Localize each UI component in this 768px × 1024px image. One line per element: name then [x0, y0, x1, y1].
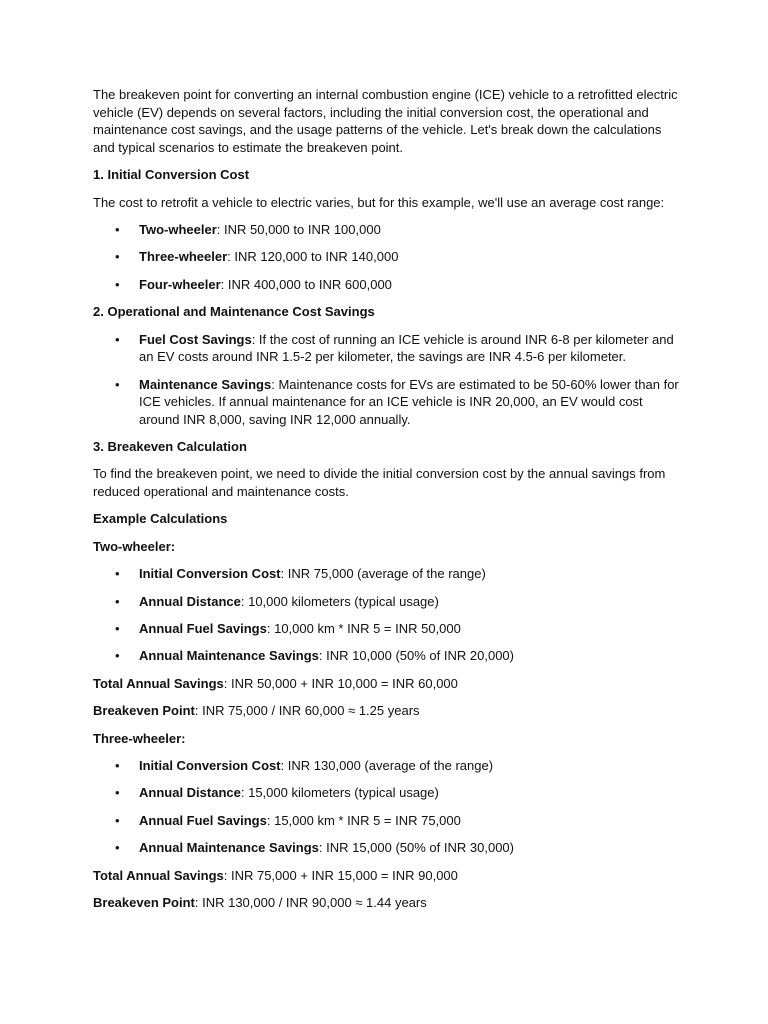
list-item	[139, 221, 680, 239]
list-item-term: Initial Conversion Cost	[139, 566, 281, 582]
list-item	[139, 812, 680, 830]
list-item-term: Annual Distance	[139, 785, 241, 801]
three-wheeler-list	[93, 757, 680, 857]
list-item-term: Annual Fuel Savings	[139, 812, 267, 828]
list-item-desc: : INR 130,000 (average of the range)	[280, 757, 494, 773]
two-wheeler-list	[93, 565, 680, 665]
list-item-term: Annual Distance	[139, 593, 241, 609]
list-item-term: Annual Maintenance Savings	[139, 840, 319, 856]
conversion-cost-list	[93, 221, 680, 293]
list-item	[139, 376, 680, 429]
total-value: : INR 50,000 + INR 10,000 = INR 60,000	[223, 675, 458, 691]
three-wheeler-breakeven	[93, 894, 680, 912]
list-item	[139, 331, 680, 366]
list-item	[139, 593, 680, 611]
list-item-term: Fuel Cost Savings	[139, 331, 252, 347]
list-item	[139, 784, 680, 802]
total-label: Total Annual Savings	[93, 867, 224, 883]
list-item-desc: : Maintenance costs for EVs are estimated to be 50-60% lower than for ICE vehicles. If annual maintenance for an ICE vehicle is INR 20,000, an EV would cost around INR 8,000, saving INR 12,000 annually.	[139, 376, 679, 427]
list-item-desc: : INR 400,000 to INR 600,000	[220, 276, 392, 292]
list-item-desc: : INR 120,000 to INR 140,000	[227, 249, 399, 265]
list-item-desc: : If the cost of running an ICE vehicle is around INR 6-8 per kilometer and an EV costs around INR 1.5-2 per kilometer, the savings are INR 4.5-6 per kilometer.	[139, 331, 674, 365]
two-wheeler-total	[93, 675, 680, 693]
examples-heading: Example Calculations	[93, 511, 228, 527]
list-item-term: Initial Conversion Cost	[139, 757, 281, 773]
breakeven-value: : INR 75,000 / INR 60,000 ≈ 1.25 years	[194, 703, 420, 719]
list-item-desc: : 10,000 km * INR 5 = INR 50,000	[266, 621, 461, 637]
list-item-desc: : INR 75,000 (average of the range)	[280, 566, 486, 582]
section-1-text: The cost to retrofit a vehicle to electric varies, but for this example, we'll use an average cost range:	[93, 194, 665, 210]
three-wheeler-heading: Three-wheeler:	[93, 730, 186, 746]
breakeven-label: Breakeven Point	[93, 703, 195, 719]
list-item-term: Four-wheeler	[139, 276, 221, 292]
section-3-text: To find the breakeven point, we need to divide the initial conversion cost by the annual savings from reduced operational and maintenance costs.	[93, 466, 666, 500]
list-item-term: Two-wheeler	[139, 221, 217, 237]
list-item-desc: : 10,000 kilometers (typical usage)	[240, 593, 439, 609]
list-item-desc: : INR 15,000 (50% of INR 30,000)	[318, 840, 514, 856]
three-wheeler-total	[93, 867, 680, 885]
section-2-heading: 2. Operational and Maintenance Cost Savings	[93, 304, 375, 320]
list-item-desc: : INR 50,000 to INR 100,000	[216, 221, 381, 237]
two-wheeler-heading: Two-wheeler:	[93, 538, 176, 554]
list-item	[139, 757, 680, 775]
section-1-heading: 1. Initial Conversion Cost	[93, 167, 250, 183]
list-item-desc: : 15,000 kilometers (typical usage)	[240, 785, 439, 801]
list-item-term: Annual Fuel Savings	[139, 621, 267, 637]
list-item-desc: : INR 10,000 (50% of INR 20,000)	[318, 648, 514, 664]
list-item-term: Annual Maintenance Savings	[139, 648, 319, 664]
list-item	[139, 839, 680, 857]
savings-list	[93, 331, 680, 429]
total-value: : INR 75,000 + INR 15,000 = INR 90,000	[223, 867, 458, 883]
breakeven-value: : INR 130,000 / INR 90,000 ≈ 1.44 years	[194, 894, 427, 910]
list-item	[139, 248, 680, 266]
breakeven-label: Breakeven Point	[93, 894, 195, 910]
list-item	[139, 620, 680, 638]
list-item	[139, 276, 680, 294]
two-wheeler-breakeven	[93, 702, 680, 720]
section-3-heading: 3. Breakeven Calculation	[93, 439, 247, 455]
list-item-term: Three-wheeler	[139, 249, 228, 265]
intro-paragraph: The breakeven point for converting an internal combustion engine (ICE) vehicle to a retrofitted electric vehicle (EV) depends on several factors, including the initial conversion cost, the operational and maintenance cost savings, and the usage patterns of the vehicle. Let's break down the calculations and typical scenarios to estimate the breakeven point.	[93, 87, 678, 155]
list-item	[139, 647, 680, 665]
list-item	[139, 565, 680, 583]
list-item-desc: : 15,000 km * INR 5 = INR 75,000	[266, 812, 461, 828]
list-item-term: Maintenance Savings	[139, 376, 272, 392]
total-label: Total Annual Savings	[93, 675, 224, 691]
